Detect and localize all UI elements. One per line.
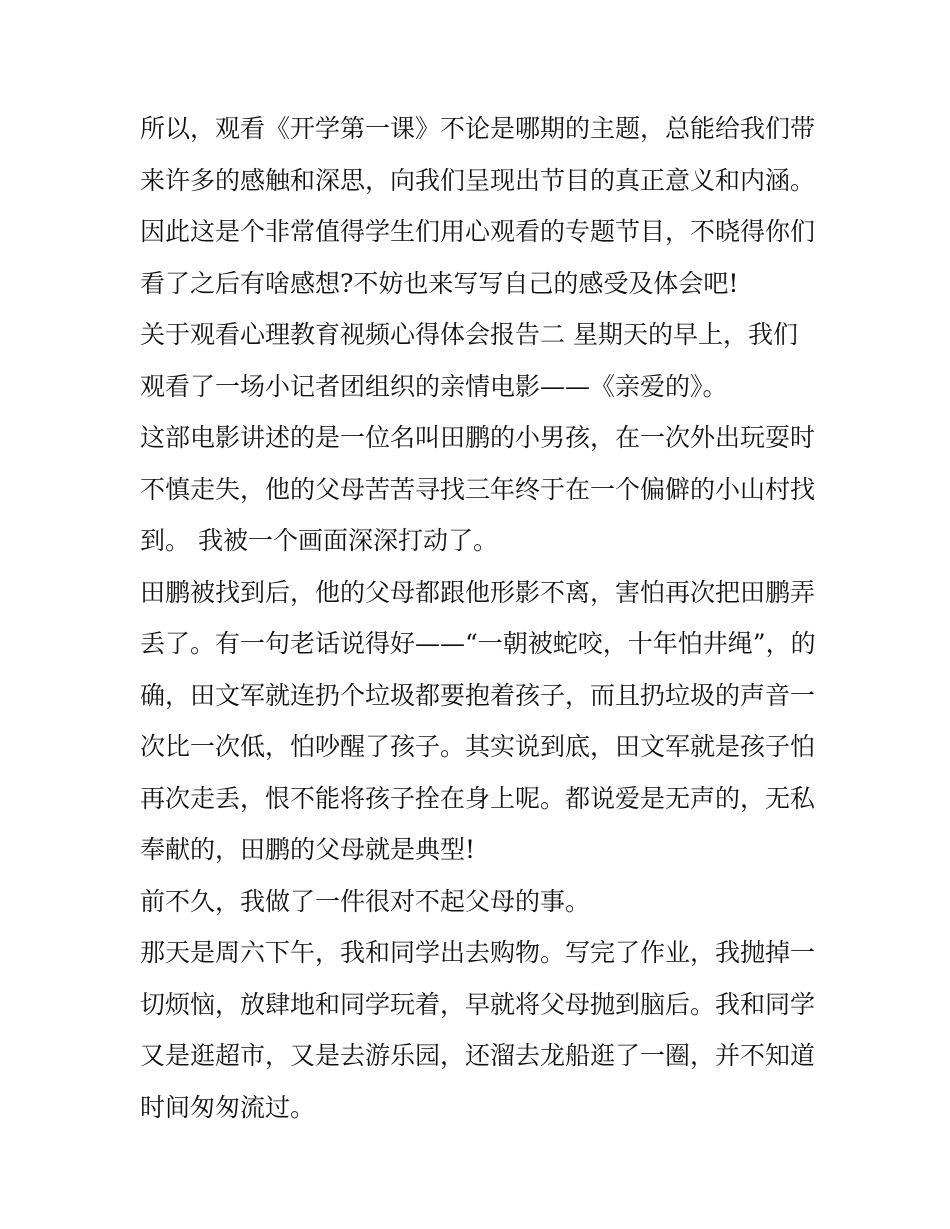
document-body xyxy=(140,103,820,1133)
paragraph: 所以，观看《开学第一课》不论是哪期的主题，总能给我们带来许多的感触和深思，向我们呈现出节目的真正意义和内涵。因此这是个非常值得学生们用心观看的专题节目，不晓得你们看了之后有啥感想?不妨也来写写自己的感受及体会吧! xyxy=(140,114,816,298)
paragraph: 关于观看心理教育视频心得体会报告二 星期天的早上，我们观看了一场小记者团组织的亲情电影——《亲爱的》。 xyxy=(140,320,798,401)
paragraph: 这部电影讲述的是一位名叫田鹏的小男孩，在一次外出玩耍时不慎走失，他的父母苦苦寻找三年终于在一个偏僻的小山村找到。 我被一个画面深深打动了。 xyxy=(140,423,816,555)
paragraph: 田鹏被找到后，他的父母都跟他形影不离，害怕再次把田鹏弄丢了。有一句老话说得好——“一朝被蛇咬，十年怕井绳”，的确，田文军就连扔个垃圾都要抱着孩子，而且扔垃圾的声音一次比一次低，怕吵醒了孩子。其实说到底，田文军就是孩子怕再次走丢，恨不能将孩子拴在身上呢。都说爱是无声的，无私奉献的，田鹏的父母就是典型! xyxy=(140,577,816,864)
paragraph: 前不久，我做了一件很对不起父母的事。 xyxy=(140,886,591,916)
paragraph: 那天是周六下午，我和同学出去购物。写完了作业，我抛掉一切烦恼，放肆地和同学玩着，早就将父母抛到脑后。我和同学又是逛超市，又是去游乐园，还溜去龙船逛了一圈，并不知道时间匆匆流过。 xyxy=(140,938,816,1122)
